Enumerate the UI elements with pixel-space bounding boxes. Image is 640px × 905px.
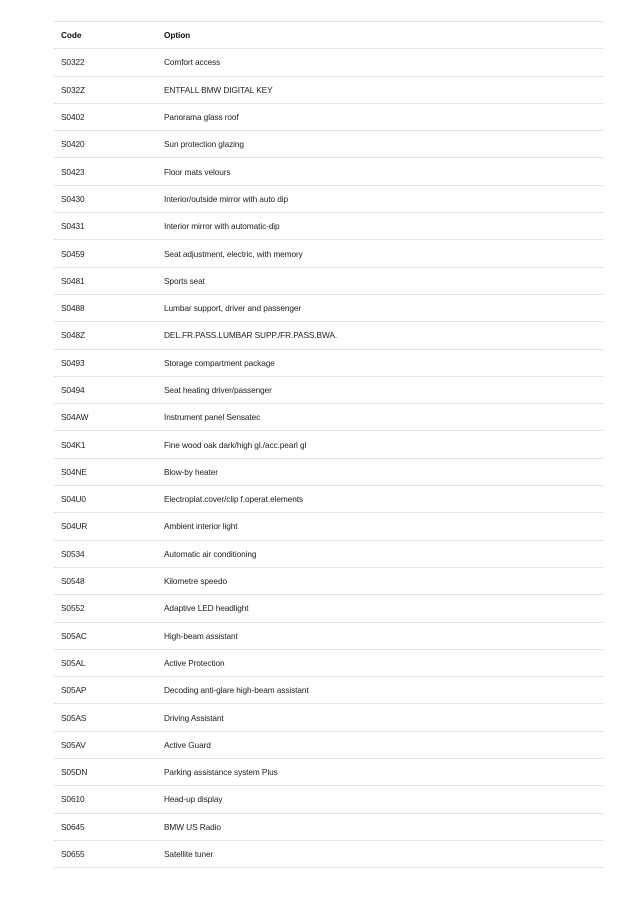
table-row <box>54 622 604 649</box>
column-header-code: Code <box>54 22 157 49</box>
option-name-cell: Storage compartment package <box>157 349 604 376</box>
table-row <box>54 267 604 294</box>
table-row <box>54 786 604 813</box>
table-row <box>54 294 604 321</box>
option-code-cell: S0488 <box>54 294 157 321</box>
table-row <box>54 567 604 594</box>
table-row <box>54 349 604 376</box>
option-name-cell: Fine wood oak dark/high gl./acc.pearl gl <box>157 431 604 458</box>
table-row <box>54 759 604 786</box>
option-name-cell: ENTFALL BMW DIGITAL KEY <box>157 76 604 103</box>
option-name-cell: Decoding anti-glare high-beam assistant <box>157 677 604 704</box>
option-name-cell: Lumbar support, driver and passenger <box>157 294 604 321</box>
option-name-cell: Driving Assistant <box>157 704 604 731</box>
option-code-cell: S032Z <box>54 76 157 103</box>
option-code-cell: S0402 <box>54 103 157 130</box>
option-name-cell: Sun protection glazing <box>157 131 604 158</box>
option-name-cell: Floor mats velours <box>157 158 604 185</box>
table-row <box>54 131 604 158</box>
table-row <box>54 595 604 622</box>
option-code-cell: S0494 <box>54 376 157 403</box>
option-name-cell: Adaptive LED headlight <box>157 595 604 622</box>
table-row <box>54 540 604 567</box>
option-code-cell: S04NE <box>54 458 157 485</box>
table-row <box>54 158 604 185</box>
option-code-cell: S04K1 <box>54 431 157 458</box>
option-name-cell: Ambient interior light <box>157 513 604 540</box>
table-row <box>54 240 604 267</box>
option-code-cell: S05AS <box>54 704 157 731</box>
option-code-cell: S04U0 <box>54 486 157 513</box>
table-row <box>54 213 604 240</box>
option-code-cell: S05AV <box>54 731 157 758</box>
column-header-option: Option <box>157 22 604 49</box>
option-code-cell: S04AW <box>54 404 157 431</box>
option-name-cell: Interior/outside mirror with auto dip <box>157 185 604 212</box>
option-code-cell: S04UR <box>54 513 157 540</box>
option-code-cell: S05DN <box>54 759 157 786</box>
option-code-cell: S0645 <box>54 813 157 840</box>
option-code-cell: S0423 <box>54 158 157 185</box>
option-name-cell: Panorama glass roof <box>157 103 604 130</box>
option-code-cell: S0552 <box>54 595 157 622</box>
table-row <box>54 76 604 103</box>
table-row <box>54 677 604 704</box>
option-name-cell: BMW US Radio <box>157 813 604 840</box>
option-name-cell: Satellite tuner <box>157 840 604 867</box>
option-code-cell: S0655 <box>54 840 157 867</box>
table-row <box>54 185 604 212</box>
option-code-cell: S05AC <box>54 622 157 649</box>
option-code-cell: S05AL <box>54 649 157 676</box>
table-body <box>54 49 604 868</box>
table-row <box>54 404 604 431</box>
option-name-cell: DEL.FR.PASS.LUMBAR SUPP./FR.PASS.BWA. <box>157 322 604 349</box>
options-table <box>54 21 604 868</box>
option-name-cell: Comfort access <box>157 49 604 76</box>
option-name-cell: High-beam assistant <box>157 622 604 649</box>
option-name-cell: Seat heating driver/passenger <box>157 376 604 403</box>
table-row <box>54 513 604 540</box>
table-row <box>54 322 604 349</box>
option-code-cell: S0430 <box>54 185 157 212</box>
option-name-cell: Sports seat <box>157 267 604 294</box>
option-code-cell: S0420 <box>54 131 157 158</box>
option-code-cell: S0459 <box>54 240 157 267</box>
option-name-cell: Interior mirror with automatic-dip <box>157 213 604 240</box>
table-row <box>54 813 604 840</box>
option-name-cell: Parking assistance system Plus <box>157 759 604 786</box>
option-name-cell: Active Protection <box>157 649 604 676</box>
table-row <box>54 704 604 731</box>
table-row <box>54 431 604 458</box>
option-name-cell: Instrument panel Sensatec <box>157 404 604 431</box>
table-row <box>54 649 604 676</box>
option-name-cell: Automatic air conditioning <box>157 540 604 567</box>
option-code-cell: S0493 <box>54 349 157 376</box>
option-code-cell: S0431 <box>54 213 157 240</box>
table-row <box>54 49 604 76</box>
table-row <box>54 486 604 513</box>
option-name-cell: Kilometre speedo <box>157 567 604 594</box>
option-code-cell: S048Z <box>54 322 157 349</box>
option-name-cell: Blow-by heater <box>157 458 604 485</box>
header-row <box>54 22 604 49</box>
table-row <box>54 840 604 867</box>
table-header <box>54 22 604 49</box>
option-name-cell: Electroplat.cover/clip f.operat.elements <box>157 486 604 513</box>
table-row <box>54 103 604 130</box>
option-code-cell: S0534 <box>54 540 157 567</box>
option-code-cell: S0610 <box>54 786 157 813</box>
option-name-cell: Active Guard <box>157 731 604 758</box>
option-name-cell: Head-up display <box>157 786 604 813</box>
table-row <box>54 376 604 403</box>
option-code-cell: S0322 <box>54 49 157 76</box>
table-row <box>54 731 604 758</box>
option-code-cell: S05AP <box>54 677 157 704</box>
table-row <box>54 458 604 485</box>
option-name-cell: Seat adjustment, electric, with memory <box>157 240 604 267</box>
option-code-cell: S0548 <box>54 567 157 594</box>
option-code-cell: S0481 <box>54 267 157 294</box>
